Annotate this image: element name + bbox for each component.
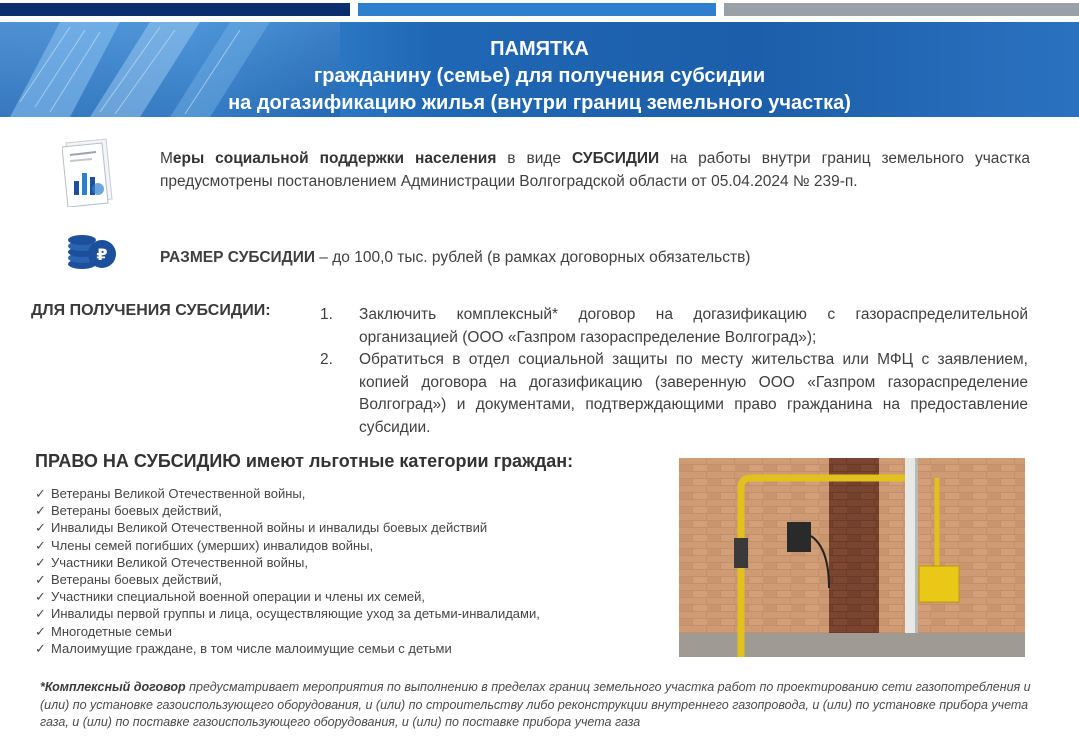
list-item-text: Участники Великой Отечественной войны, <box>51 554 308 570</box>
title-line-2: гражданину (семье) для получения субсидии <box>313 65 766 87</box>
list-item-text: Многодетные семьи <box>51 623 173 639</box>
stripe-gray <box>724 3 1079 16</box>
obtain-heading: ДЛЯ ПОЛУЧЕНИЯ СУБСИДИИ: <box>31 302 271 319</box>
list-item-text: Ветераны боевых действий, <box>51 572 222 588</box>
subsidy-size-label: РАЗМЕР СУБСИДИИ <box>160 249 315 266</box>
checkmark-icon: ✓ <box>35 640 46 656</box>
banner-title <box>0 36 1079 117</box>
intro-bold-measures: еры социальной поддержки населения <box>172 150 497 167</box>
list-item <box>35 640 540 657</box>
list-item-text: Участники специальной военной операции и члены их семей, <box>51 589 426 605</box>
footnote-bold: *Комплексный договор <box>40 680 186 694</box>
checkmark-icon: ✓ <box>35 589 46 605</box>
eligibility-heading: ПРАВО НА СУБСИДИЮ имеют льготные категории граждан: <box>35 451 574 471</box>
checkmark-icon: ✓ <box>35 606 46 622</box>
checkmark-icon: ✓ <box>35 572 46 588</box>
svg-text:₽: ₽ <box>96 245 108 264</box>
footnote <box>40 679 1040 732</box>
intro-prefix: М <box>160 150 173 167</box>
step-text: Заключить комплексный* договор на догазификацию с газораспределительной организацией (ООО «Газпром газораспределение Волгоград»); <box>359 306 1028 346</box>
list-item <box>35 502 540 519</box>
step-item <box>318 304 1028 349</box>
list-item-text: Члены семей погибших (умерших) инвалидов войны, <box>51 537 374 553</box>
list-item <box>35 588 540 605</box>
coin-ruble-icon <box>66 228 118 272</box>
list-item-text: Инвалиды Великой Отечественной войны и инвалиды боевых действий <box>51 520 488 536</box>
list-item <box>35 571 540 588</box>
step-number: 2. <box>320 351 333 368</box>
stripe-dark <box>0 3 350 16</box>
list-item <box>35 519 540 536</box>
checkmark-icon: ✓ <box>35 503 46 519</box>
subsidy-size <box>160 247 750 269</box>
document-chart-icon <box>62 137 116 207</box>
gas-pipe-photo <box>679 458 1025 657</box>
checkmark-icon: ✓ <box>35 537 46 553</box>
top-stripe <box>0 0 1079 18</box>
list-item <box>35 537 540 554</box>
checkmark-icon: ✓ <box>35 623 46 639</box>
step-text: Обратиться в отдел социальной защиты по месту жительства или МФЦ с заявлением, копией договора на догазификацию (заверенную ООО «Газпром газораспределение Волгоград») и документами, подтверждающими право гражданина на предоставление субсидии. <box>359 351 1028 436</box>
list-item-text: Инвалиды первой группы и лица, осуществляющие уход за детьми-инвалидами, <box>51 606 540 622</box>
title-line-3: на догазификацию жилья (внутри границ земельного участка) <box>228 92 851 114</box>
checkmark-icon: ✓ <box>35 486 46 501</box>
title-line-1: ПАМЯТКА <box>490 38 589 60</box>
list-item-text: Ветераны боевых действий, <box>51 503 222 519</box>
eligibility-list <box>35 485 540 657</box>
intro-paragraph <box>160 147 1030 193</box>
intro-mid: в виде <box>496 150 572 167</box>
step-number: 1. <box>320 306 333 323</box>
step-item <box>318 349 1028 439</box>
intro-bold-subsidy: СУБСИДИИ <box>571 150 660 167</box>
steps-list <box>318 304 1028 439</box>
list-item <box>35 623 540 640</box>
list-item <box>35 605 540 622</box>
stripe-blue <box>358 3 716 16</box>
checkmark-icon: ✓ <box>35 554 46 570</box>
list-item-text: Ветераны Великой Отечественной войны, <box>51 486 306 501</box>
title-banner <box>0 22 1079 117</box>
subsidy-size-text: – до 100,0 тыс. рублей (в рамках договорных обязательств) <box>315 249 751 266</box>
footnote-text: предусматривает мероприятия по выполнению в пределах границ земельного участка работ по проектированию сети газопотребления и (или) по установке газоиспользующего оборудования, и (или) по строительству либо реконструкции внутреннего газопровода, и (или) по установке прибора учета газа, и (или) по поставке газоиспользующего оборудования, и (или) по поставке прибора учета газа <box>40 680 1031 729</box>
list-item <box>35 554 540 571</box>
intro-rest: на работы внутри границ земельного участка предусмотрены постановлением Администрации Волгоградской области от 05.04.2024 № 239-п. <box>160 150 1030 190</box>
checkmark-icon: ✓ <box>35 520 46 536</box>
list-item-text: Малоимущие граждане, в том числе малоимущие семьи с детьми <box>51 640 452 656</box>
list-item <box>35 485 540 502</box>
